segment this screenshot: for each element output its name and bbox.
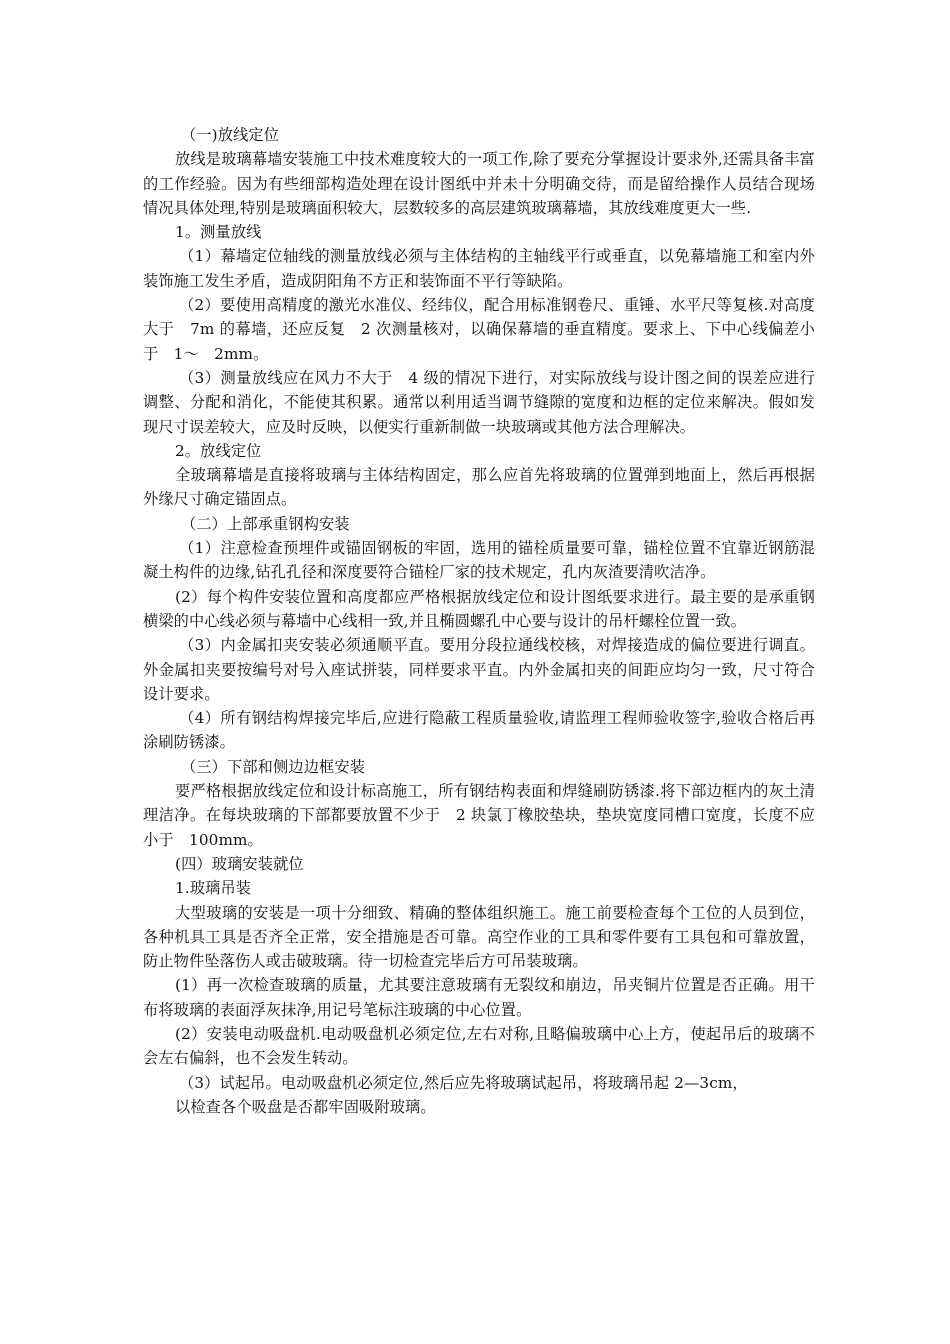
- paragraph: 以检查各个吸盘是否都牢固吸附玻璃。: [175, 1097, 436, 1116]
- section-heading-2: （二）上部承重钢构安装: [181, 514, 350, 533]
- paragraph: （1）注意检查预埋件或锚固钢板的牢固，选用的锚栓质量要可靠，锚栓位置不宜靠近钢筋混凝土构件的边缘,钻孔孔径和深度要符合锚栓厂家的技术规定，孔内灰渣要清吹洁净。: [143, 539, 815, 582]
- paragraph: 要严格根据放线定位和设计标高施工，所有钢结构表面和焊缝刷防锈漆.将下部边框内的灰土清理洁净。在每块玻璃的下部都要放置不少于 2 块氯丁橡胶垫块，垫块宽度同槽口宽度，长度不应小于 100mm。: [143, 782, 815, 849]
- section-heading-4: (四）玻璃安装就位: [175, 854, 304, 873]
- paragraph: （1）幕墙定位轴线的测量放线必须与主体结构的主轴线平行或垂直，以免幕墙施工和室内外装饰施工发生矛盾，造成阴阳角不方正和装饰面不平行等缺陷。: [143, 247, 815, 290]
- paragraph: 放线是玻璃幕墙安装施工中技术难度较大的一项工作,除了要充分掌握设计要求外,还需具备丰富的工作经验。因为有些细部构造处理在设计图纸中并未十分明确交待，而是留给操作人员结合现场情况具体处理,特别是玻璃面积较大，层数较多的高层建筑玻璃幕墙，其放线难度更大一些.: [143, 150, 815, 217]
- paragraph: 全玻璃幕墙是直接将玻璃与主体结构固定，那么应首先将玻璃的位置弹到地面上，然后再根据外缘尺寸确定锚固点。: [143, 466, 815, 509]
- section-heading-3: （三）下部和侧边边框安装: [181, 757, 366, 776]
- section-heading-1: （一)放线定位: [181, 126, 280, 144]
- paragraph: （4）所有钢结构焊接完毕后,应进行隐蔽工程质量验收,请监理工程师验收签字,验收合格后再涂刷防锈漆。: [143, 709, 815, 752]
- paragraph: 大型玻璃的安装是一项十分细致、精确的整体组织施工。施工前要检查每个工位的人员到位，各种机具工具是否齐全正常，安全措施是否可靠。高空作业的工具和零件要有工具包和可靠放置，防止物件坠落伤人或击破玻璃。待一切检查完毕后方可吊装玻璃。: [143, 903, 815, 971]
- subsection-heading: 2。放线定位: [175, 441, 262, 460]
- paragraph: （2）要使用高精度的激光水准仪、经纬仪，配合用标准钢卷尺、重锤、水平尺等复核.对高度大于 7m 的幕墙，还应反复 2 次测量核对，以确保幕墙的垂直精度。要求上、下中心线偏差小于 1～ 2mm。: [143, 296, 815, 363]
- subsection-heading: 1.玻璃吊装: [175, 879, 252, 898]
- paragraph: （3）测量放线应在风力不大于 4 级的情况下进行，对实际放线与设计图之间的误差应进行调整、分配和消化，不能使其积累。通常以利用适当调节缝隙的宽度和边框的定位来解决。假如发现尺寸误差较大，应及时反映，以便实行重新制做一块玻璃或其他方法合理解决。: [143, 368, 815, 436]
- document-body: [143, 123, 815, 1119]
- paragraph: (1）再一次检查玻璃的质量，尤其要注意玻璃有无裂纹和崩边，吊夹铜片位置是否正确。用干布将玻璃的表面浮灰抹净,用记号笔标注玻璃的中心位置。: [143, 976, 815, 1019]
- paragraph: （3）内金属扣夹安装必须通顺平直。要用分段拉通线校核，对焊接造成的偏位要进行调直。外金属扣夹要按编号对号入座试拼装，同样要求平直。内外金属扣夹的间距应均匀一致，尺寸符合设计要求。: [143, 636, 815, 703]
- paragraph: （3）试起吊。电动吸盘机必须定位,然后应先将玻璃试起吊，将玻璃吊起 2—3cm，: [179, 1073, 748, 1092]
- paragraph: (2）每个构件安装位置和高度都应严格根据放线定位和设计图纸要求进行。最主要的是承重钢横梁的中心线必须与幕墙中心线相一致,并且椭圆螺孔中心要与设计的吊杆螺栓位置一致。: [143, 587, 815, 630]
- paragraph: (2）安装电动吸盘机.电动吸盘机必须定位,左右对称,且略偏玻璃中心上方，使起吊后的玻璃不会左右偏斜，也不会发生转动。: [143, 1024, 815, 1068]
- subsection-heading: 1。测量放线: [175, 223, 262, 242]
